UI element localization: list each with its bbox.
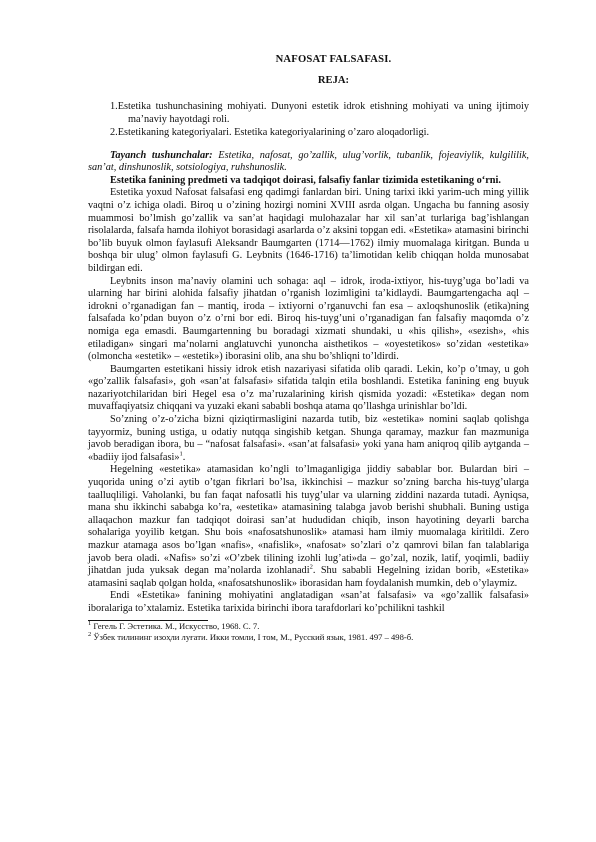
paragraph-text: . Shu sababli Hegelning izidan borib, «Estetika» atamasini saqlab qolgan holda, «nafosatshunoslik» iborasidan ham foydalanish mumkin, deb o’ylaymiz.: [88, 565, 529, 589]
footnote-mark: 1: [88, 619, 92, 627]
key-concepts-text: Estetika, nafosat, go’zallik, ulug’vorlik, tubanlik, fojeaviylik, kulgililik, san’at, dinshunoslik, sotsiologiya, ruhshunoslik.: [88, 149, 529, 174]
paragraph: So’zning o’z-o’zicha bizni qiziqtirmasligini nazarda tutib, biz «estetika» nomini saqlab qolishga tayyormiz, buning ustiga, u odatiy nutqqa singishib ketgan. Shunga qaramay, mazkur fan mazmuniga javob beradigan ibora, bu – “nafosat falsafasi». «san’at falsafasi» yoki yana ham aniqroq qilib aytganda – «badiiy ijod falsafasi»$^1$.: [88, 414, 529, 463]
paragraph: Estetika yoxud Nafosat falsafasi eng qadimgi fanlardan biri. Uning tarixi ikki yarim-uch ming yillik vaqtni o’z ichiga oladi. Biroq u o’zining hozirgi nomini XVIII asrda olgan. Ungacha bu fanning asosiy muammosi bo’lmish go’zallik va san’at haqidagi mulohazalar har xil san’at turlariga bag’ishlangan risolalarda, falsafa hamda ilohiyot borasidagi asarlarda o’z aksini topgan edi. «Estetika» atamasini birinchi bo’lib buyuk olmon faylasufi Aleksandr Baumgarten (1714—1762) ilmiy muomalaga kiritgan. Bunda u boshqa bir ulug’ olmon faylasufi G. Leybnits (1646-1716) ta’limotidan kelib chiqqan holda munosabat bildirgan edi.: [88, 187, 529, 274]
paragraph-text: So’zning o’z-o’zicha bizni qiziqtirmasligini nazarda tutib, biz «estetika» nomini saqlab qolishga tayyormiz, buning ustiga, u odatiy nutqqa singishib ketgan. Shunga qaramay, mazkur fan mazmuniga javob beradigan ibora, bu – “nafosat falsafasi». «san’at falsafasi» yoki yana ham aniqroq qilib aytganda – «badiiy ijod falsafasi»: [88, 414, 529, 463]
paragraph-text: Hegelning «estetika» atamasidan ko’ngli to’lmaganligiga jiddiy sabablar bor. Bulardan biri – yuqorida uning o’zi aytib o’tgan fikrlari bo’lsa, ikkinchisi – mazkur so’zning barcha his-tuyg’ularga taalluqliligi. Vaholanki, bu fan faqat nafosatli his tuyg’ular va ularning ziddini nazarda tutadi. Ayniqsa, mana shu ikkinchi sababga ko’ra, «estetika» atamasining talabga javob berishi shubhali. Buning ustiga allaqachon mazkur fan tadqiqot doirasi san’at hududidan chiqib, inson hayotining deyarli barcha sohalariga yoyilib ketgan. Shu bois «nafosatshunoslik» atamasi ham ilmiy muomalaga kiritildi. Zero mazkur atamaga asos bo’lgan «nafis», «nafislik», «nafosat» so’zlari o’z qamrovi bilan fan talablariga javob bera oladi. «Nafis» so’zi «O’zbek tilining izohli lug’ati»da – go’zal, nozik, latif, yoqimli, badiiy jihatdan juda yuksak degan ma’nolarda izohlanadi: [88, 464, 529, 577]
footnote-ref[interactable]: 2: [309, 563, 313, 571]
footnote-text: Гегель Г. Эстетика. М., Искусство, 1968. С. 7.: [91, 620, 260, 631]
plan-heading: REJA:: [317, 75, 350, 86]
key-concepts-label: Tayanch tushunchalar:: [110, 149, 213, 161]
key-concepts: [88, 150, 529, 175]
page-title: NAFOSAT FALSAFASI.: [275, 54, 392, 65]
footnote-text: Ўзбек тилининг изоҳли луғати. Икки томли, I том, М., Русский язык, 1981. 497 – 498-б.: [91, 631, 414, 642]
plan-item: 1.Estetika tushunchasining mohiyati. Dunyoni estetik idrok etishning mohiyati va uning ijtimoiy ma’naviy hayotdagi roli.: [110, 101, 529, 126]
paragraph: Endi «Estetika» fanining mohiyatini anglatadigan «san’at falsafasi» va «go’zallik falsafasi» iboralariga to’xtalamiz. Estetika tarixida birinchi ibora tarafdorlari ko’pchilikni tashkil: [88, 590, 529, 614]
paragraph: Baumgarten estetikani hissiy idrok etish nazariyasi sifatida olib qaradi. Lekin, ko’p o’tmay, u goh «go’zallik falsafasi», goh «san’at falsafasi» sifatida talqin etila boshlandi. Estetika fanining eng buyuk nazariyotchilaridan biri Hegel esa o’z ma’ruzalarining kirish qismida yozadi: «Estetika» degan nom muvaffaqiyatsiz chiqqani va yuzaki ekani sababli boshqa atama qo’llashga urinishlar bo’ldi.: [88, 363, 529, 413]
document-page: [88, 54, 529, 643]
paragraph: Leybnits inson ma’naviy olamini uch sohaga: aql – idrok, iroda-ixtiyor, his-tuyg’uga bo’ladi va ularning har birini alohida falsafiy jihatdan o’rganish lozimligini ta’kidlaydi. Baumgartengacha aql – idrokni o’rganadigan fan – mantiq, iroda – ixtiyorni o’rganuvchi fan esa – axloqshunoslik (etika)ning falsafada ko’pdan buyon o’z o’rni bor edi. Biroq his-tuyg’uni o’rganadigan fan falsafiy maqomda o’z nomiga ega emasdi. Baumgartenning bu boradagi xizmati shundaki, u «his qilish», «sezish», «his etiladigan» singari ma’nolarni anglatuvchi yunoncha aisthetikos – «oyestetikos» so’zidan «estetika» (olmoncha «estetik» – «estetik») iborasini olib, ana shu bo’shliqni to’ldirdi.: [88, 275, 529, 363]
plan-list: [88, 100, 529, 140]
footnote-ref[interactable]: 1: [179, 450, 183, 458]
plan-item: 2.Estetikaning kategoriyalari. Estetika kategoriyalarining o’zaro aloqadorligi.: [110, 127, 430, 139]
section-heading: Estetika fanining predmeti va tadqiqot doirasi, falsafiy fanlar tizimida estetikaning o‘rni.: [110, 174, 501, 186]
footnote-mark: 2: [88, 630, 92, 638]
footnote: [88, 632, 529, 643]
paragraph: [88, 464, 529, 590]
footnote: [88, 621, 529, 632]
